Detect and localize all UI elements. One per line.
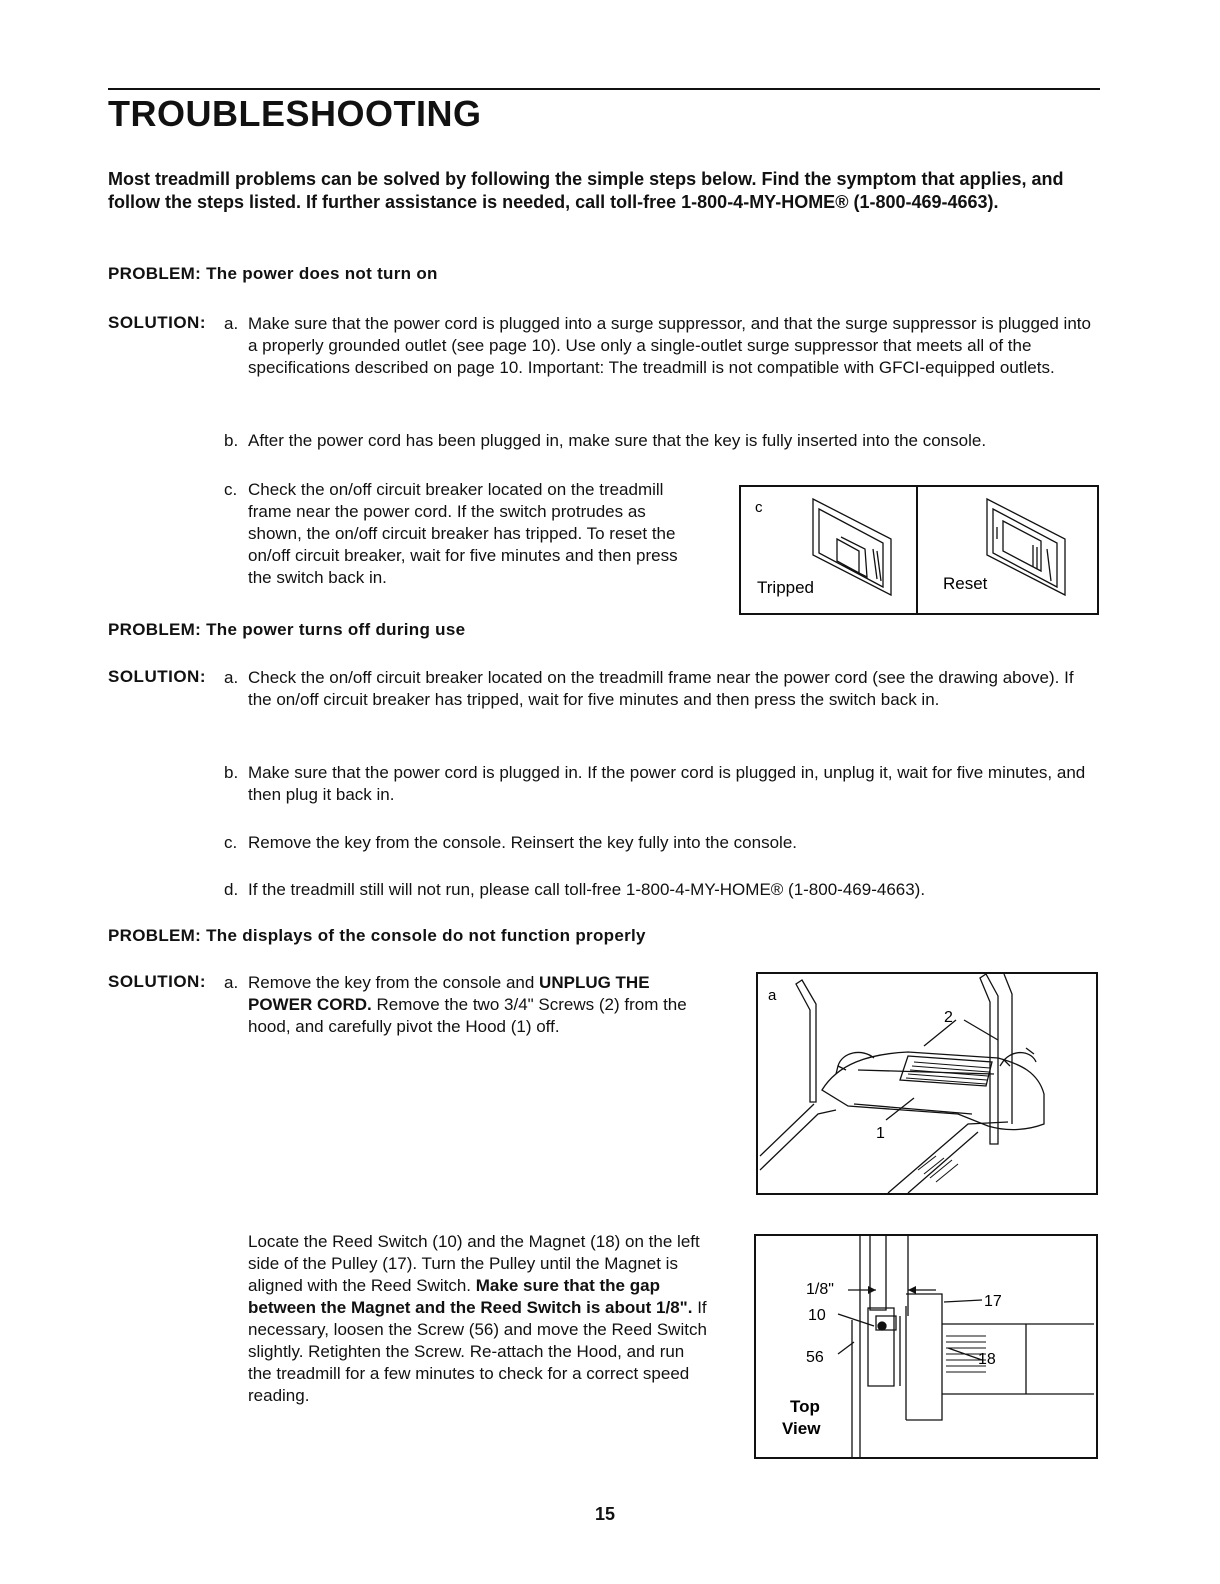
step-letter: d. (224, 880, 239, 899)
reed-switch-drawing (756, 1236, 1096, 1457)
problem-2-step-a (224, 667, 1100, 711)
tripped-switch-icon (813, 499, 891, 595)
problem-label: PROBLEM: (108, 926, 202, 945)
problem-3-step-reed (224, 1231, 710, 1407)
problem-1-heading (108, 264, 438, 284)
screw-callout: 56 (806, 1349, 824, 1366)
gap-callout: 1/8" (806, 1281, 834, 1298)
problem-label: PROBLEM: (108, 620, 202, 639)
step-text: Check the on/off circuit breaker located on the treadmill frame near the power cord. If the switch protrudes as shown, the on/off circuit breaker has tripped. To reset the on/off circuit breaker, wait for five minutes and then press the switch back in. (248, 480, 678, 587)
breaker-figure-letter: c (755, 499, 763, 516)
reset-label: Reset (943, 574, 988, 593)
problem-1-step-a (224, 313, 1100, 379)
magnet-callout: 18 (978, 1351, 996, 1368)
step-text: Remove the key from the console and UNPLUG THE POWER CORD. Remove the two 3/4" Screws (2) from the hood, and carefully pivot the Hood (1) off. (248, 973, 687, 1036)
hood-figure-letter: a (768, 987, 777, 1004)
header-rule (108, 88, 1100, 90)
problem-2-step-d (224, 879, 1100, 901)
pulley-callout: 17 (984, 1293, 1002, 1310)
step-letter: c. (224, 833, 238, 852)
page-title: TROUBLESHOOTING (108, 93, 482, 134)
reed-switch-callout: 10 (808, 1307, 826, 1324)
top-view-label-line2: View (782, 1419, 821, 1438)
hood-removal-drawing (758, 974, 1096, 1193)
tripped-label: Tripped (757, 578, 815, 597)
problem-1-title: The power does not turn on (206, 264, 438, 283)
step-letter: a. (224, 314, 239, 333)
step-text: After the power cord has been plugged in, make sure that the key is fully inserted into the console. (248, 431, 987, 450)
step-letter: a. (224, 668, 239, 687)
step-letter: c. (224, 480, 238, 499)
top-view-label-line1: Top (790, 1397, 820, 1416)
step-letter: b. (224, 431, 239, 450)
problem-3-title: The displays of the console do not function properly (206, 926, 646, 945)
circuit-breaker-figure (739, 485, 1099, 615)
step-text: Remove the key from the console. Reinsert the key fully into the console. (248, 833, 797, 852)
problem-label: PROBLEM: (108, 264, 202, 283)
step-text: If the treadmill still will not run, please call toll-free 1-800-4-MY-HOME® (1-800-469-4663). (248, 880, 926, 899)
step-letter: a. (224, 973, 239, 992)
step-text: Locate the Reed Switch (10) and the Magnet (18) on the left side of the Pulley (17). Turn the Pulley until the Magnet is aligned with the Reed Switch. Make sure that the gap between the Magnet and the Reed Switch is about 1/8". If necessary, loosen the Screw (56) and move the Reed Switch slightly. Retighten the Screw. Re-attach the Hood, and run the treadmill for a few minutes to check for a correct speed reading. (248, 1232, 707, 1405)
problem-3-heading (108, 926, 646, 946)
problem-3-step-a (224, 972, 710, 1038)
problem-1-step-b (224, 430, 1100, 452)
reed-switch-figure (754, 1234, 1098, 1459)
step-letter: b. (224, 763, 239, 782)
problem-2-title: The power turns off during use (206, 620, 466, 639)
step-text: Make sure that the power cord is plugged into a surge suppressor, and that the surge suppressor is plugged into a properly grounded outlet (see page 10). Use only a single-outlet surge suppressor that meets all of the specifications described on page 10. Important: The treadmill is not compatible with GFCI-equipped outlets. (248, 314, 1091, 377)
step-text: Make sure that the power cord is plugged in. If the power cord is plugged in, unplug it, wait for five minutes, and then plug it back in. (248, 763, 1086, 804)
circuit-breaker-drawing (741, 487, 1097, 613)
problem-2-step-b (224, 762, 1100, 806)
hood-callout: 1 (876, 1125, 885, 1142)
unplug-warning: UNPLUG THE POWER CORD. (248, 973, 650, 1014)
solution-1-label: SOLUTION: (108, 313, 206, 332)
screws-callout: 2 (944, 1009, 953, 1026)
solution-3-label: SOLUTION: (108, 972, 206, 991)
gap-instruction: Make sure that the gap between the Magnet and the Reed Switch is about 1/8". (248, 1276, 693, 1317)
problem-2-heading (108, 620, 465, 640)
solution-2-label: SOLUTION: (108, 667, 206, 686)
problem-1-step-c (224, 479, 694, 589)
hood-removal-figure (756, 972, 1098, 1195)
page-number: 15 (594, 1504, 616, 1524)
step-text: Check the on/off circuit breaker located on the treadmill frame near the power cord (see the drawing above). If the on/off circuit breaker has tripped, wait for five minutes and then press the switch back in. (248, 668, 1074, 709)
reset-switch-icon (987, 499, 1065, 595)
intro-paragraph: Most treadmill problems can be solved by following the simple steps below. Find the symptom that applies, and follow the steps listed. If further assistance is needed, call toll-free 1-800-4-MY-HOME® (1-800-469-4663). (108, 169, 1064, 212)
problem-2-step-c (224, 832, 1100, 854)
